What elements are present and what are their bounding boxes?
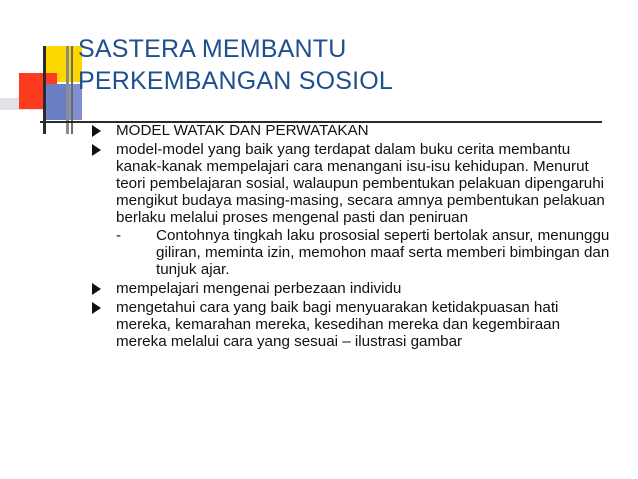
list-item-text: mengetahui cara yang baik bagi menyuarakan ketidakpuasan hati mereka, kemarahan mereka, kesedihan mereka dan kegembiraan mereka melalui cara yang sesuai – ilustrasi gambar bbox=[116, 299, 561, 350]
bullet-arrow-icon bbox=[92, 302, 101, 314]
title-line-2: PERKEMBANGAN SOSIOL bbox=[78, 67, 393, 95]
list-item-text: model-model yang baik yang terdapat dalam buku cerita membantu kanak-kanak mempelajari cara menangani isu-isu kehidupan. Menurut teori pembelajaran sosial, walaupun pembentukan pelakuan dipengaruhi mengikut budaya masing-masing, secara amnya pembentukan pelakuan berlaku melalui proses mengenal pasti dan peniruan bbox=[116, 141, 605, 226]
list-item bbox=[92, 122, 614, 139]
list-item-text: MODEL WATAK DAN PERWATAKAN bbox=[116, 122, 369, 139]
sub-list-item bbox=[116, 227, 614, 278]
list-item-text: mempelajari mengenai perbezaan individu bbox=[116, 280, 402, 297]
title-line-1: SASTERA MEMBANTU bbox=[78, 35, 347, 63]
bullet-arrow-icon bbox=[92, 144, 101, 156]
bullet-arrow-icon bbox=[92, 283, 101, 295]
sub-item-marker: - bbox=[116, 227, 122, 244]
decorative-blue-overlay bbox=[46, 84, 66, 120]
list-item bbox=[92, 299, 614, 350]
slide-title bbox=[78, 33, 598, 97]
list-item bbox=[92, 280, 614, 297]
bullet-list bbox=[92, 122, 614, 352]
list-item bbox=[92, 141, 614, 278]
bullet-arrow-icon bbox=[92, 125, 101, 137]
sub-item-text: Contohnya tingkah laku prososial seperti bertolak ansur, menunggu giliran, meminta izin, memohon maaf serta memberi bimbingan dan tunjuk ajar. bbox=[156, 227, 610, 278]
